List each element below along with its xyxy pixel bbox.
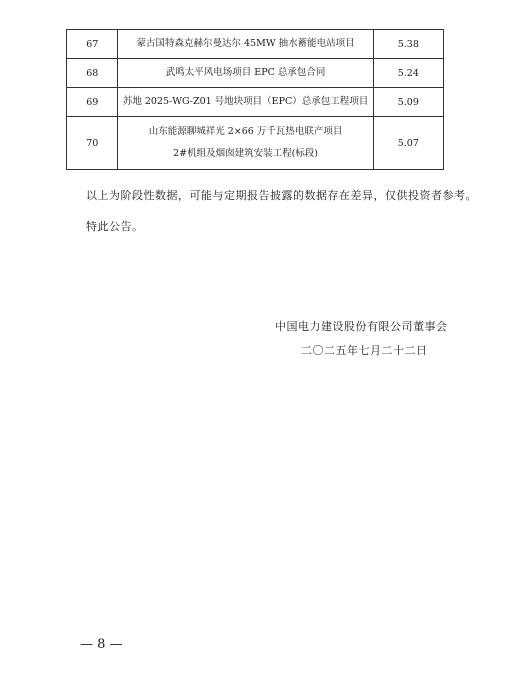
contract-amount: 5.38 xyxy=(373,30,443,59)
disclaimer-note: 以上为阶段性数据，可能与定期报告披露的数据存在差异，仅供投资者参考。 xyxy=(86,189,477,202)
table-row xyxy=(67,59,444,88)
row-number: 67 xyxy=(67,30,118,59)
contract-amount: 5.07 xyxy=(373,117,443,170)
project-name xyxy=(118,59,373,88)
project-name-line: 蒙古国特森克赫尔曼达尔 45MW 抽水蓄能电站项目 xyxy=(136,38,355,49)
row-number: 68 xyxy=(67,59,118,88)
project-name-line: 苏地 2025-WG-Z01 号地块项目（EPC）总承包工程项目 xyxy=(122,96,369,107)
contract-amount: 5.24 xyxy=(373,59,443,88)
announcement-date: 二〇二五年七月二十二日 xyxy=(301,344,428,357)
project-name-line: 山东能源聊城祥光 2×66 万千瓦热电联产项目 xyxy=(148,126,343,137)
page-number: — 8 — xyxy=(80,637,123,652)
closing-statement: 特此公告。 xyxy=(86,220,144,233)
project-table xyxy=(66,29,444,170)
table-row xyxy=(67,88,444,117)
project-name xyxy=(118,88,373,117)
project-name xyxy=(118,117,373,170)
project-name xyxy=(118,30,373,59)
row-number: 70 xyxy=(67,117,118,170)
row-number: 69 xyxy=(67,88,118,117)
project-name-line: 武鸣太平风电场项目 EPC 总承包合同 xyxy=(165,67,326,78)
table-row xyxy=(67,117,444,170)
issuer-signature: 中国电力建设股份有限公司董事会 xyxy=(275,320,448,333)
contract-amount: 5.09 xyxy=(373,88,443,117)
project-name-line: 2#机组及烟囱建筑安装工程(标段) xyxy=(173,148,319,159)
table-row xyxy=(67,30,444,59)
